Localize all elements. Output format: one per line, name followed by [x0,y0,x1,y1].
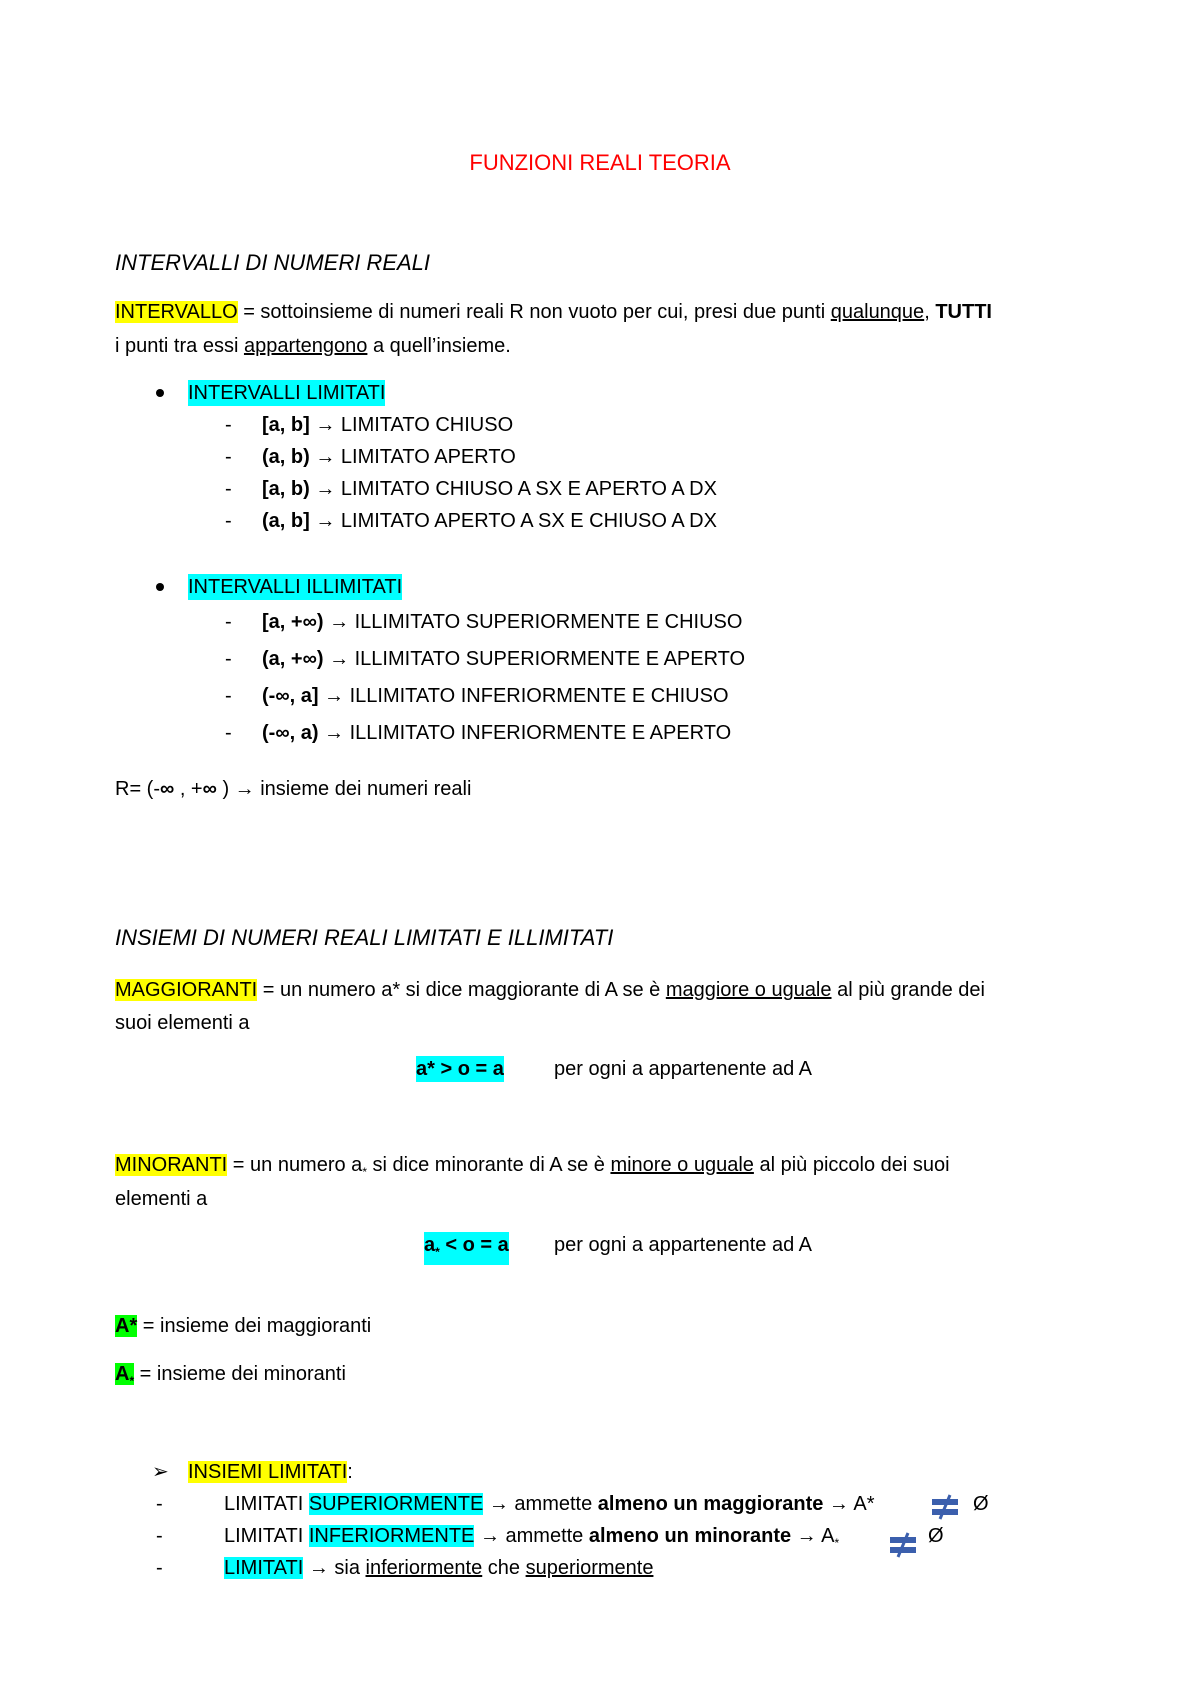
dash-icon: - [225,414,232,436]
dash-icon: - [156,1525,163,1547]
formula-maggioranti-note: per ogni a appartenente ad A [554,1058,812,1080]
text: LIMITATI [224,1525,309,1547]
text: → A [791,1525,835,1547]
label-intervalli-limitati: INTERVALLI LIMITATI [188,382,386,404]
definition-a-sub [115,1361,346,1394]
section-heading-intervalli: INTERVALLI DI NUMERI REALI [115,250,431,275]
interval-description: → ILLIMITATO INFERIORMENTE E APERTO [324,722,732,744]
list-item [262,720,731,746]
row-limitati [224,1555,653,1581]
row-limitati-superiormente [224,1491,875,1517]
text: = un numero a [227,1154,363,1176]
list-item [262,646,745,672]
dash-icon: - [225,685,232,707]
text: al più piccolo dei suoi [753,1154,950,1176]
interval-notation: (a, +∞) [262,648,330,670]
list-item [262,609,742,635]
formula-minoranti [424,1232,509,1265]
list-item [262,476,717,502]
underlined-phrase: maggiore o uguale [665,979,832,1001]
subscript: * [129,1374,135,1388]
infinity-symbol: ∞ [202,778,217,800]
bold-phrase: almeno un maggiorante [597,1493,824,1515]
interval-notation: (a, b] [262,510,316,532]
interval-description: → LIMITATO APERTO [315,446,516,468]
definition-minoranti-line1 [115,1152,950,1185]
definition-maggioranti-line2: suoi elementi a [115,1012,250,1034]
interval-notation: (a, b) [262,446,316,468]
list-item [262,683,729,709]
dash-icon: - [225,722,232,744]
arrow-bullet-icon: ➢ [152,1461,169,1483]
dash-icon: - [225,478,232,500]
term-minoranti: MINORANTI [115,1154,228,1176]
underlined-word: superiormente [525,1557,654,1579]
text: < o = a [439,1234,509,1256]
text: → sia [303,1557,366,1579]
text: = un numero a* si dice maggiorante di A se è [257,979,666,1001]
dash-icon: - [225,446,232,468]
text: → ammette [483,1493,598,1515]
term-intervallo: INTERVALLO [115,301,238,323]
text: al più grande dei [831,979,985,1001]
bullet-icon [156,389,164,397]
interval-description: → LIMITATO APERTO A SX E CHIUSO A DX [315,510,717,532]
subscript: * [362,1165,367,1179]
interval-description: → ILLIMITATO SUPERIORMENTE E APERTO [329,648,746,670]
definition-a-star [115,1313,371,1339]
text: , + [174,778,203,800]
term-maggioranti: MAGGIORANTI [115,979,258,1001]
text: insieme dei numeri reali [260,778,472,800]
text: = sottoinsieme di numeri reali R non vuoto per cui, presi due punti [237,301,831,323]
interval-description: → LIMITATO CHIUSO A SX E APERTO A DX [315,478,717,500]
interval-description: → ILLIMITATO SUPERIORMENTE E CHIUSO [329,611,743,633]
underlined-word: appartengono [243,335,368,357]
text: : [347,1461,353,1483]
term-a-sub [115,1363,135,1388]
interval-description: → ILLIMITATO INFERIORMENTE E CHIUSO [324,685,729,707]
text: ) → [216,778,261,800]
subscript: * [834,1536,840,1550]
highlighted-word: LIMITATI [224,1557,304,1579]
dash-icon: - [225,648,232,670]
dash-icon: - [156,1493,163,1515]
underlined-word: qualunque [830,301,925,323]
interval-notation: [a, b] [262,414,316,436]
real-numbers-line [115,776,471,802]
bold-phrase: almeno un minorante [588,1525,792,1547]
subscript: * [435,1245,440,1259]
formula-minoranti-note: per ogni a appartenente ad A [554,1234,812,1256]
list-item [262,508,717,534]
list-item [262,444,516,470]
underlined-word: inferiormente [365,1557,483,1579]
empty-set-symbol: Ø [928,1525,944,1547]
underlined-phrase: minore o uguale [610,1154,754,1176]
page-title: FUNZIONI REALI TEORIA [469,150,731,175]
text: → A* [823,1493,875,1515]
formula-maggioranti: a* > o = a [416,1058,504,1080]
text: i punti tra essi [115,335,244,357]
section-heading-insiemi: INSIEMI DI NUMERI REALI LIMITATI E ILLIMITATI [115,925,614,950]
text: a quell’insieme. [367,335,511,357]
text: si dice minorante di A se è [366,1154,611,1176]
text: = insieme dei minoranti [134,1363,346,1385]
bold-word: TUTTI [935,301,992,323]
text: che [482,1557,526,1579]
definition-minoranti-line2: elementi a [115,1188,208,1210]
text: LIMITATI [224,1493,309,1515]
dash-icon: - [225,510,232,532]
text: , [924,301,936,323]
definition-maggioranti-line1 [115,977,985,1003]
empty-set-symbol: Ø [973,1493,989,1515]
interval-notation: [a, +∞) [262,611,330,633]
dash-icon: - [156,1557,163,1579]
text: A [115,1363,130,1385]
text: R= (- [115,778,160,800]
row-limitati-inferiormente [224,1523,839,1556]
not-equal-icon [888,1532,918,1558]
dash-icon: - [225,611,232,633]
text: → ammette [474,1525,589,1547]
text: a [424,1234,436,1256]
text: = insieme dei maggioranti [137,1315,372,1337]
highlighted-word: INFERIORMENTE [308,1525,475,1547]
interval-notation: [a, b) [262,478,316,500]
interval-notation: (-∞, a] [262,685,325,707]
interval-description: → LIMITATO CHIUSO [315,414,514,436]
bullet-icon [156,583,164,591]
term-a-star: A* [115,1315,138,1337]
interval-notation: (-∞, a) [262,722,325,744]
label-insiemi-limitati [188,1459,353,1485]
list-item [262,412,513,438]
label-intervalli-illimitati: INTERVALLI ILLIMITATI [188,576,403,598]
highlighted-word: SUPERIORMENTE [308,1493,484,1515]
infinity-symbol: ∞ [160,778,175,800]
text: INSIEMI LIMITATI [188,1461,348,1483]
not-equal-icon [930,1494,960,1520]
definition-intervallo-line2 [115,333,511,359]
definition-intervallo-line1 [115,299,992,325]
